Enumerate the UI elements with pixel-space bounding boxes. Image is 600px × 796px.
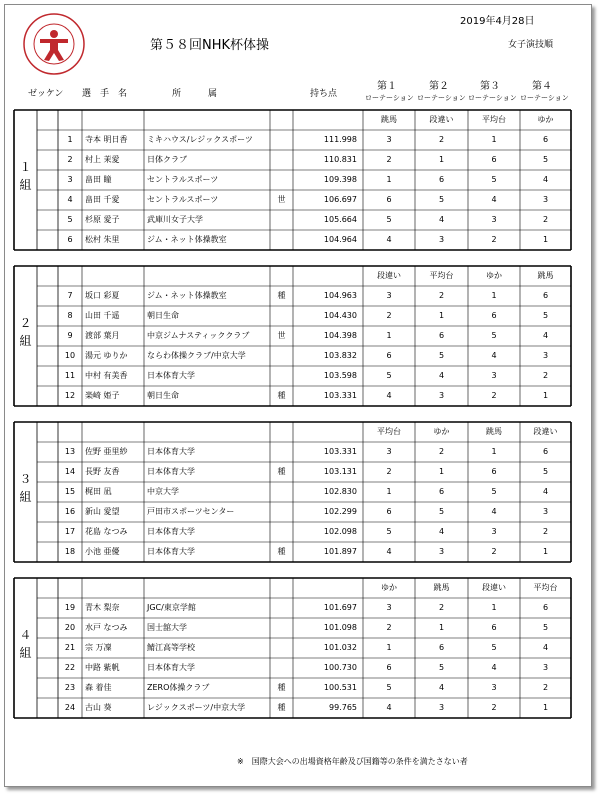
rotation-order: 2 <box>491 391 497 400</box>
athlete-name: 宗 万凜 <box>85 643 112 652</box>
rotation-order: 5 <box>491 175 497 184</box>
eligibility-mark <box>270 230 293 250</box>
affiliation: 中京ジムナスティッククラブ <box>147 331 250 340</box>
column-header-affiliation: 所 属 <box>172 89 218 99</box>
rotation-order: 5 <box>438 507 445 516</box>
affiliation: 国士舘大学 <box>147 623 187 632</box>
bib-number: 13 <box>64 447 76 456</box>
eligibility-mark: 種 <box>277 291 286 300</box>
athlete-name: 小池 亜優 <box>85 547 120 556</box>
bib-number: 22 <box>64 663 76 672</box>
affiliation: 朝日生命 <box>147 311 179 320</box>
seed-points: 101.098 <box>323 623 357 632</box>
rotation-order: 4 <box>491 663 497 672</box>
group-label <box>14 470 37 514</box>
apparatus-label: ゆか <box>433 427 450 436</box>
eligibility-mark <box>270 522 293 542</box>
rotation-order: 3 <box>386 291 392 300</box>
rotation-order: 2 <box>438 603 445 612</box>
athlete-name: 坂口 彩夏 <box>85 291 120 300</box>
rotation-order: 6 <box>542 603 549 612</box>
rotation-label: ローテーション <box>417 94 466 102</box>
bib-number: 8 <box>67 311 73 320</box>
seed-points: 106.697 <box>323 195 357 204</box>
rotation-number: 第３ <box>480 81 500 92</box>
affiliation: ZERO体操クラブ <box>147 683 210 692</box>
rotation-order: 5 <box>542 311 549 320</box>
seed-points: 111.998 <box>323 135 357 144</box>
group-label-char: 組 <box>19 334 32 348</box>
rotation-order: 5 <box>542 467 549 476</box>
rotation-order: 6 <box>438 487 445 496</box>
group-label <box>14 626 37 670</box>
group-label <box>14 158 37 202</box>
bib-number: 20 <box>64 623 76 632</box>
affiliation: 日体クラブ <box>147 155 187 164</box>
seed-points: 101.032 <box>323 643 357 652</box>
seed-points: 100.730 <box>323 663 357 672</box>
rotation-order: 2 <box>386 467 392 476</box>
rotation-order: 3 <box>491 215 497 224</box>
rotation-order: 2 <box>491 547 497 556</box>
athlete-name: 水戸 なつみ <box>85 623 128 632</box>
athlete-name: 渡部 葉月 <box>85 331 120 340</box>
seed-points: 102.098 <box>323 527 357 536</box>
affiliation: 武庫川女子大学 <box>147 215 203 224</box>
rotation-order: 1 <box>438 155 445 164</box>
seed-points: 109.398 <box>323 175 357 184</box>
bib-number: 12 <box>64 391 76 400</box>
rotation-order: 1 <box>386 175 392 184</box>
bib-number: 24 <box>64 703 76 712</box>
affiliation: 日本体育大学 <box>147 527 195 536</box>
bib-number: 18 <box>64 547 76 556</box>
affiliation: 日本体育大学 <box>147 371 195 380</box>
rotation-order: 5 <box>438 351 445 360</box>
apparatus-label: 平均台 <box>377 427 401 436</box>
rotation-order: 1 <box>386 331 392 340</box>
apparatus-label: 段違い <box>429 115 454 124</box>
rotation-order: 1 <box>386 487 392 496</box>
rotation-order: 6 <box>491 155 497 164</box>
bib-number: 19 <box>64 603 76 612</box>
eligibility-mark <box>270 618 293 638</box>
rotation-order: 4 <box>491 507 497 516</box>
rotation-order: 2 <box>438 291 445 300</box>
rotation-order: 6 <box>438 175 445 184</box>
seed-points: 103.331 <box>323 447 357 456</box>
rotation-order: 5 <box>438 663 445 672</box>
column-header-name: 選 手 名 <box>82 89 128 99</box>
rotation-order: 4 <box>386 547 392 556</box>
rotation-order: 4 <box>542 175 549 184</box>
seed-points: 104.430 <box>323 311 357 320</box>
rotation-order: 5 <box>386 371 392 380</box>
rotation-order: 6 <box>491 311 497 320</box>
rotation-order: 6 <box>491 467 497 476</box>
rotation-order: 2 <box>542 527 549 536</box>
rotation-order: 1 <box>542 703 549 712</box>
rotation-order: 3 <box>491 527 497 536</box>
seed-points: 100.531 <box>323 683 357 692</box>
eligibility-mark <box>270 598 293 618</box>
athlete-name: 山田 千遥 <box>85 311 120 320</box>
rotation-order: 4 <box>491 351 497 360</box>
apparatus-label: ゆか <box>486 271 502 280</box>
apparatus-label: 跳馬 <box>537 271 554 280</box>
column-header-zekken: ゼッケン <box>28 89 64 99</box>
athlete-name: 畠田 瞳 <box>85 175 112 184</box>
athlete-name: 長野 友香 <box>85 467 120 476</box>
apparatus-label: 平均台 <box>429 271 454 280</box>
rotation-order: 1 <box>386 643 392 652</box>
group-label-char: 組 <box>19 646 32 660</box>
footnote: ※ 国際大会への出場資格年齢及び国籍等の条件を満たさない者 <box>237 757 468 766</box>
rotation-order: 5 <box>542 623 549 632</box>
rotation-order: 3 <box>438 235 445 244</box>
affiliation: レジックスポーツ/中京大学 <box>147 703 246 712</box>
bib-number: 17 <box>64 527 76 536</box>
rotation-order: 1 <box>438 467 445 476</box>
seed-points: 102.830 <box>323 487 357 496</box>
athlete-name: 花島 なつみ <box>85 527 128 536</box>
rotation-order: 2 <box>438 135 445 144</box>
page-subtitle: 女子演技順 <box>508 40 554 50</box>
rotation-label: ローテーション <box>468 94 517 102</box>
rotation-order: 3 <box>491 371 497 380</box>
eligibility-mark <box>270 658 293 678</box>
affiliation: ならわ体操クラブ/中京大学 <box>147 351 246 360</box>
rotation-order: 1 <box>438 623 445 632</box>
apparatus-label: ゆか <box>537 115 554 124</box>
bib-number: 15 <box>64 487 76 496</box>
rotation-order: 3 <box>491 683 497 692</box>
bib-number: 6 <box>67 235 73 244</box>
athlete-name: 畠田 千愛 <box>85 195 120 204</box>
rotation-order: 1 <box>491 603 497 612</box>
rotation-order: 6 <box>438 643 445 652</box>
rotation-order: 4 <box>438 371 445 380</box>
eligibility-mark <box>270 210 293 230</box>
rotation-order: 3 <box>386 447 392 456</box>
affiliation: 日本体育大学 <box>147 467 195 476</box>
bib-number: 9 <box>67 331 73 340</box>
group-label-char: １ <box>19 160 32 174</box>
rotation-order: 4 <box>438 683 445 692</box>
rotation-order: 2 <box>542 371 549 380</box>
rotation-order: 2 <box>491 703 497 712</box>
rotation-order: 3 <box>542 507 549 516</box>
athlete-name: 楽崎 姫子 <box>85 391 120 400</box>
athlete-name: 村上 茉愛 <box>85 155 120 164</box>
eligibility-mark <box>270 366 293 386</box>
bib-number: 23 <box>64 683 76 692</box>
eligibility-mark: 種 <box>277 683 286 692</box>
athlete-name: 森 着佳 <box>85 683 112 692</box>
rotation-order: 1 <box>542 391 549 400</box>
bib-number: 4 <box>67 195 73 204</box>
bib-number: 5 <box>67 215 73 224</box>
rotation-order: 6 <box>542 447 549 456</box>
apparatus-label: 段違い <box>482 583 506 592</box>
rotation-order: 4 <box>542 643 549 652</box>
rotation-order: 6 <box>386 507 392 516</box>
rotation-order: 6 <box>542 135 549 144</box>
rotation-order: 6 <box>386 351 392 360</box>
rotation-order: 2 <box>542 215 549 224</box>
seed-points: 103.131 <box>323 467 357 476</box>
rotation-order: 3 <box>386 603 392 612</box>
rotation-order: 3 <box>542 195 549 204</box>
rotation-order: 4 <box>438 527 445 536</box>
athlete-name: 梶田 凪 <box>85 487 112 496</box>
rotation-order: 6 <box>438 331 445 340</box>
apparatus-label: 跳馬 <box>381 115 397 124</box>
document-date: 2019年4月28日 <box>460 16 535 27</box>
eligibility-mark: 世 <box>277 331 286 340</box>
rotation-order: 3 <box>542 351 549 360</box>
rotation-order: 5 <box>386 527 392 536</box>
apparatus-label: 跳馬 <box>433 583 450 592</box>
bib-number: 11 <box>64 371 76 380</box>
affiliation: ミキハウス/レジックスポーツ <box>147 135 253 144</box>
rotation-order: 5 <box>386 215 392 224</box>
athlete-name: 新山 愛望 <box>85 507 120 516</box>
rotation-order: 3 <box>542 663 549 672</box>
affiliation: 日本体育大学 <box>147 447 195 456</box>
seed-points: 104.398 <box>323 331 357 340</box>
eligibility-mark: 種 <box>277 391 286 400</box>
bib-number: 3 <box>67 175 73 184</box>
affiliation: 戸田市スポーツセンター <box>147 507 235 516</box>
rotation-order: 6 <box>386 663 392 672</box>
rotation-order: 6 <box>386 195 392 204</box>
page-title: 第５８回NHK杯体操 <box>150 38 270 53</box>
seed-points: 103.832 <box>323 351 357 360</box>
rotation-order: 1 <box>542 235 549 244</box>
affiliation: ジム・ネット体操教室 <box>147 291 227 300</box>
affiliation: 朝日生命 <box>147 391 179 400</box>
rotation-order: 5 <box>542 155 549 164</box>
rotation-order: 3 <box>438 547 445 556</box>
rotation-order: 1 <box>542 547 549 556</box>
bib-number: 2 <box>67 155 73 164</box>
rotation-order: 4 <box>542 331 549 340</box>
affiliation: セントラルスポーツ <box>147 195 219 204</box>
affiliation: 中京大学 <box>147 487 179 496</box>
group-label-char: ３ <box>19 472 32 486</box>
rotation-order: 4 <box>386 391 392 400</box>
affiliation: 日本体育大学 <box>147 547 195 556</box>
bib-number: 16 <box>64 507 76 516</box>
apparatus-label: 跳馬 <box>486 427 502 436</box>
group-label-char: ４ <box>19 628 32 642</box>
eligibility-mark <box>270 502 293 522</box>
eligibility-mark <box>270 346 293 366</box>
rotation-order: 1 <box>438 311 445 320</box>
athlete-name: 中村 有美香 <box>85 371 128 380</box>
group-label-char: 組 <box>19 178 32 192</box>
seed-points: 99.765 <box>329 703 357 712</box>
athlete-name: 中路 紫帆 <box>85 663 120 672</box>
rotation-order: 5 <box>491 487 497 496</box>
rotation-number: 第２ <box>429 81 449 92</box>
rotation-order: 4 <box>491 195 497 204</box>
eligibility-mark: 種 <box>277 547 286 556</box>
rotation-order: 2 <box>491 235 497 244</box>
rotation-label: ローテーション <box>365 94 414 102</box>
rotation-order: 4 <box>386 235 392 244</box>
eligibility-mark <box>270 482 293 502</box>
eligibility-mark <box>270 638 293 658</box>
rotation-order: 4 <box>438 215 445 224</box>
rotation-order: 5 <box>438 195 445 204</box>
athlete-name: 佐野 亜里紗 <box>85 447 128 456</box>
apparatus-label: 平均台 <box>533 583 558 592</box>
rotation-order: 1 <box>491 291 497 300</box>
seed-points: 103.598 <box>323 371 357 380</box>
affiliation: JGC/東京学館 <box>147 603 196 612</box>
apparatus-label: 平均台 <box>482 115 506 124</box>
eligibility-mark <box>270 150 293 170</box>
athlete-name: 古山 葵 <box>85 703 112 712</box>
affiliation: セントラルスポーツ <box>147 175 219 184</box>
eligibility-mark: 種 <box>277 703 286 712</box>
eligibility-mark <box>270 442 293 462</box>
seed-points: 103.331 <box>323 391 357 400</box>
rotation-order: 5 <box>386 683 392 692</box>
rotation-order: 4 <box>386 703 392 712</box>
athlete-name: 青木 梨奈 <box>85 603 120 612</box>
athlete-name: 寺本 明日香 <box>85 135 128 144</box>
eligibility-mark: 種 <box>277 467 286 476</box>
apparatus-label: 段違い <box>533 427 558 436</box>
eligibility-mark: 世 <box>277 195 286 204</box>
apparatus-label: 段違い <box>377 271 401 280</box>
rotation-order: 2 <box>386 155 392 164</box>
column-header-points: 持ち点 <box>310 89 338 99</box>
rotation-order: 3 <box>438 391 445 400</box>
bib-number: 7 <box>67 291 73 300</box>
rotation-label: ローテーション <box>520 94 569 102</box>
rotation-order: 6 <box>491 623 497 632</box>
rotation-order: 2 <box>386 311 392 320</box>
apparatus-label: ゆか <box>381 583 397 592</box>
eligibility-mark <box>270 306 293 326</box>
group-label-char: ２ <box>19 316 32 330</box>
eligibility-mark <box>270 170 293 190</box>
affiliation: 鯖江高等学校 <box>147 643 195 652</box>
seed-points: 105.664 <box>323 215 357 224</box>
seed-points: 104.963 <box>323 291 357 300</box>
affiliation: ジム・ネット体操教室 <box>147 235 227 244</box>
rotation-order: 1 <box>491 135 497 144</box>
rotation-order: 5 <box>491 643 497 652</box>
bib-number: 10 <box>64 351 76 360</box>
affiliation: 日本体育大学 <box>147 663 195 672</box>
rotation-number: 第４ <box>532 81 552 92</box>
athlete-name: 湯元 ゆりか <box>85 351 128 360</box>
bib-number: 1 <box>67 135 73 144</box>
rotation-number: 第１ <box>377 81 397 92</box>
rotation-order: 3 <box>438 703 445 712</box>
rotation-order: 4 <box>542 487 549 496</box>
rotation-order: 2 <box>542 683 549 692</box>
group-label <box>14 314 37 358</box>
rotation-order: 6 <box>542 291 549 300</box>
rotation-order: 2 <box>438 447 445 456</box>
rotation-order: 3 <box>386 135 392 144</box>
seed-points: 102.299 <box>323 507 357 516</box>
eligibility-mark <box>270 130 293 150</box>
seed-points: 101.697 <box>323 603 357 612</box>
seed-points: 101.897 <box>323 547 357 556</box>
rotation-order: 5 <box>491 331 497 340</box>
athlete-name: 松村 朱里 <box>85 235 120 244</box>
seed-points: 104.964 <box>323 235 357 244</box>
rotation-order: 2 <box>386 623 392 632</box>
rotation-order: 1 <box>491 447 497 456</box>
seed-points: 110.831 <box>323 155 357 164</box>
group-label-char: 組 <box>19 490 32 504</box>
bib-number: 14 <box>64 467 76 476</box>
bib-number: 21 <box>64 643 76 652</box>
athlete-name: 杉原 愛子 <box>85 215 120 224</box>
